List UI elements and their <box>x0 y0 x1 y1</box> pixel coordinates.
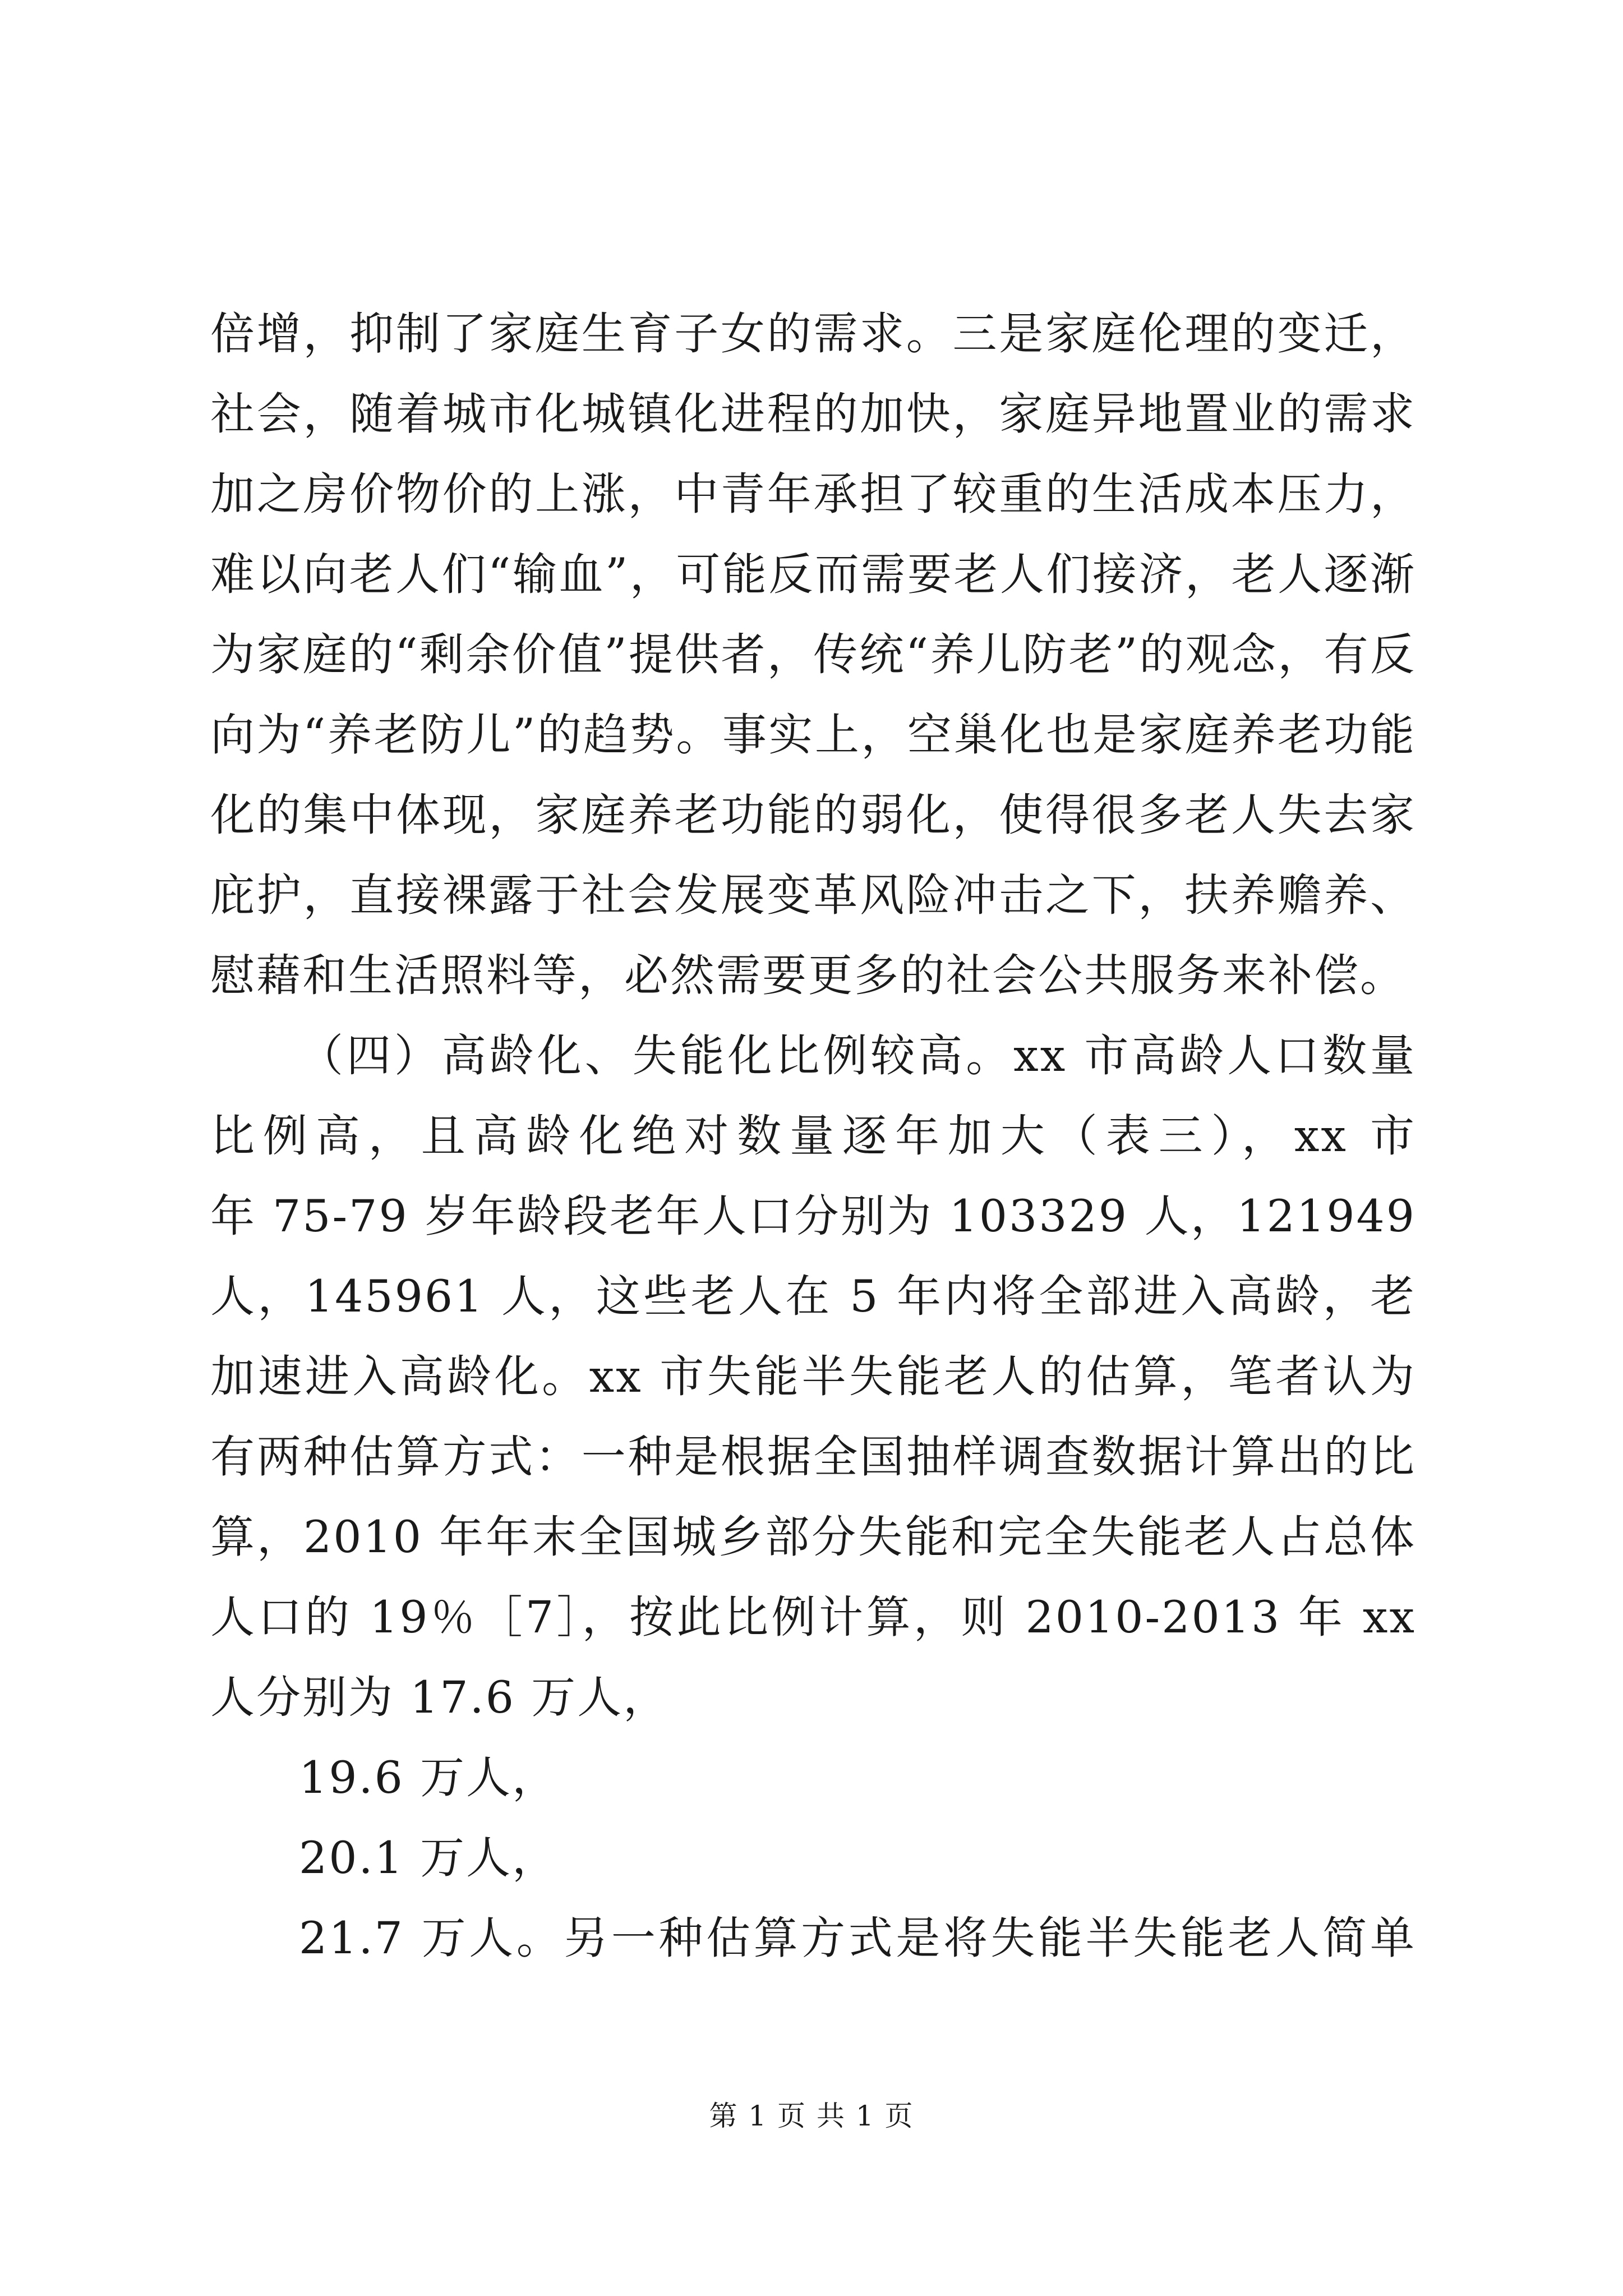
text-line-6: 向为“养老防儿”的趋势。事实上，空巢化也是家庭养老功能 <box>210 709 1416 761</box>
text-line-4: 难以向老人们“输血”，可能反而需要老人们接济，老人逐渐 <box>210 549 1416 600</box>
text-line-14: 加速进入高龄化。xx 市失能半失能老人的估算，笔者认为 <box>210 1351 1416 1402</box>
page-footer: 第 1 页 共 1 页 <box>709 2100 914 2132</box>
text-line-8: 庇护，直接裸露于社会发展变革风险冲击之下，扶养赡养、 <box>210 869 1416 921</box>
text-line-15: 有两种估算方式：一种是根据全国抽样调查数据计算出的比 <box>210 1431 1416 1483</box>
text-line-10: （四）高龄化、失能化比例较高。xx 市高龄人口数量 <box>299 1030 1416 1082</box>
text-line-3: 加之房价物价的上涨，中青年承担了较重的生活成本压力， <box>210 468 1416 520</box>
text-line-1: 倍增，抑制了家庭生育子女的需求。三是家庭伦理的变迁， <box>210 308 1416 360</box>
text-line-17: 人口的 19％［7］，按此比例计算，则 2010-2013 年 xx <box>210 1591 1416 1643</box>
text-line-11: 比例高，且高龄化绝对数量逐年加大（表三），xx 市 <box>210 1110 1416 1162</box>
text-line-19: 19.6 万人， <box>299 1752 559 1803</box>
text-line-2: 社会，随着城市化城镇化进程的加快，家庭异地置业的需求 <box>210 388 1416 440</box>
text-line-18: 人分别为 17.6 万人， <box>210 1672 670 1723</box>
text-line-12: 年 75-79 岁年龄段老年人口分别为 103329 人，121949 <box>210 1190 1416 1242</box>
text-line-20: 20.1 万人， <box>299 1832 559 1884</box>
text-line-21: 21.7 万人。另一种估算方式是将失能半失能老人简单 <box>299 1912 1416 1964</box>
text-line-7: 化的集中体现，家庭养老功能的弱化，使得很多老人失去家 <box>210 789 1416 841</box>
text-line-13: 人，145961 人，这些老人在 5 年内将全部进入高龄，老 <box>210 1271 1416 1322</box>
text-line-5: 为家庭的“剩余价值”提供者，传统“养儿防老”的观念，有反 <box>210 629 1416 680</box>
text-line-16: 算，2010 年年末全国城乡部分失能和完全失能老人占总体 <box>210 1511 1416 1563</box>
text-line-9: 慰藉和生活照料等，必然需要更多的社会公共服务来补偿。 <box>210 950 1406 1001</box>
